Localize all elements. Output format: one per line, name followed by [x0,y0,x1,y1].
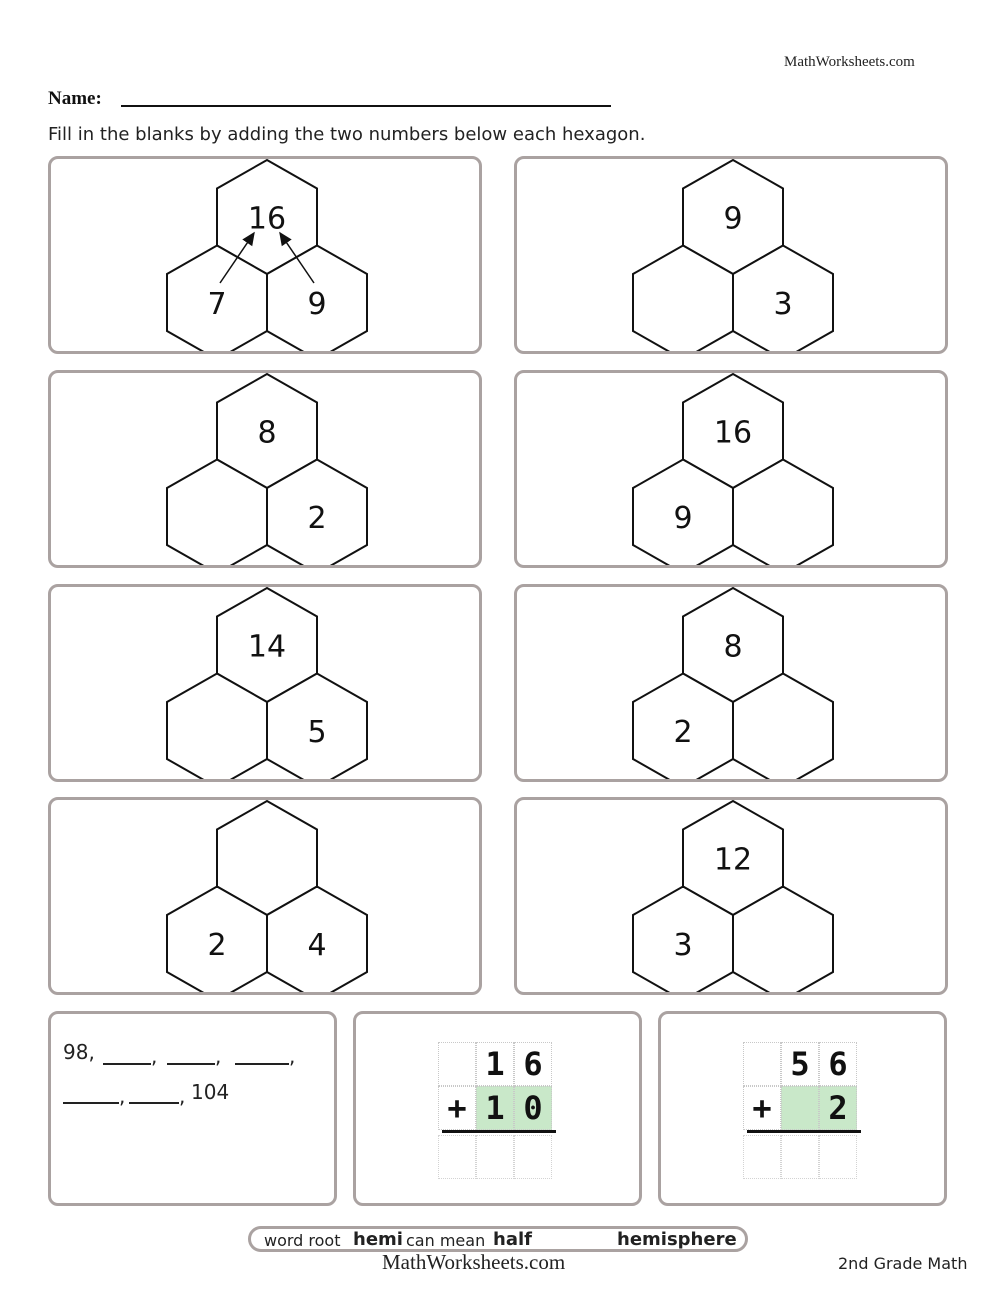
addition-1-top-digit-0 [438,1042,476,1086]
sequence-blank-2[interactable] [167,1063,215,1065]
hexagon-puzzle [51,373,479,565]
hexagon-top-number: 14 [247,629,287,665]
addition-1-top-digit-2: 6 [514,1042,552,1086]
hexagon-puzzle-panel [48,370,482,568]
hexagon-puzzle [517,587,945,779]
hexagon-top-number: 8 [723,629,743,665]
hexagon-puzzle [517,373,945,565]
addition-2-operator: + [743,1086,781,1130]
site-name-top: MathWorksheets.com [784,54,915,70]
hexagon-right-number: 9 [307,287,327,322]
hexagon-left-number: 2 [207,928,227,963]
addition-1-answer-cell-2[interactable] [514,1135,552,1179]
addition-1-operator: + [438,1086,476,1130]
addition-1-answer-cell-1[interactable] [476,1135,514,1179]
sequence-comma-5: , [179,1084,186,1108]
addition-2-top-digit-1: 5 [781,1042,819,1086]
hexagon-top-number: 16 [247,201,287,237]
hexagon-puzzle-panel [48,584,482,782]
site-name-bottom: MathWorksheets.com [382,1250,566,1274]
hexagon-top-number: 8 [257,415,277,451]
hexagon-right-number: 4 [307,928,327,963]
addition-1-sum-line [442,1130,556,1133]
name-blank-line[interactable] [121,105,611,107]
addition-2-answer-cell-1[interactable] [781,1135,819,1179]
sequence-blank-4[interactable] [63,1102,119,1104]
hexagon-puzzle [51,159,479,351]
sequence-comma-4: , [119,1084,126,1108]
hexagon-puzzle [51,587,479,779]
word-root-example: hemisphere [617,1229,737,1250]
hexagon-puzzle-panel [48,797,482,995]
name-label: Name: [48,88,102,109]
hexagon-left-number: 3 [673,928,693,963]
word-root-middle: can mean [406,1231,486,1250]
addition-panel-1 [353,1011,642,1206]
grade-label: 2nd Grade Math [838,1254,968,1273]
hexagon-puzzle [517,800,945,992]
hexagon-left-number: 7 [207,287,227,322]
addition-2-answer-cell-0[interactable] [743,1135,781,1179]
sequence-panel [48,1011,337,1206]
word-root-banner [248,1226,748,1252]
hexagon-puzzle-panel [514,156,948,354]
addition-panel-2 [658,1011,947,1206]
addition-1-bottom-digit-1: 0 [514,1086,552,1130]
hexagon-right-number: 2 [307,501,327,536]
word-root-prefix: word root [264,1231,341,1250]
hexagon-puzzle [51,800,479,992]
hexagon-left-number: 2 [673,715,693,750]
addition-2-sum-line [747,1130,861,1133]
hexagon-puzzle-panel [514,370,948,568]
hexagon-puzzle-panel [514,797,948,995]
addition-1-bottom-digit-0: 1 [476,1086,514,1130]
hexagon-puzzle-panel [48,156,482,354]
hexagon-top-number: 16 [713,415,753,451]
word-root-meaning: half [493,1229,532,1250]
sequence-end: 104 [191,1080,230,1104]
hexagon-right-number: 5 [307,715,327,750]
instructions: Fill in the blanks by adding the two numbers below each hexagon. [48,124,646,145]
sequence-comma-2: , [215,1044,222,1068]
sequence-start: 98, [63,1040,95,1064]
hexagon-right-number: 3 [773,287,793,322]
hexagon-puzzle-panel [514,584,948,782]
addition-2-answer-cell-2[interactable] [819,1135,857,1179]
addition-2-bottom-digit-0 [781,1086,819,1130]
addition-2-top-digit-0 [743,1042,781,1086]
sequence-blank-5[interactable] [129,1102,179,1104]
addition-1-top-digit-1: 1 [476,1042,514,1086]
sequence-comma-1: , [151,1044,158,1068]
hexagon-puzzle [517,159,945,351]
hexagon-top-number: 9 [723,201,743,237]
addition-1-answer-cell-0[interactable] [438,1135,476,1179]
sequence-blank-3[interactable] [235,1063,289,1065]
sequence-comma-3: , [289,1044,296,1068]
hexagon-left-number: 9 [673,501,693,536]
word-root: hemi [353,1229,403,1250]
hexagon-top-number: 12 [713,842,753,878]
addition-2-bottom-digit-1: 2 [819,1086,857,1130]
sequence-blank-1[interactable] [103,1063,151,1065]
addition-2-top-digit-2: 6 [819,1042,857,1086]
